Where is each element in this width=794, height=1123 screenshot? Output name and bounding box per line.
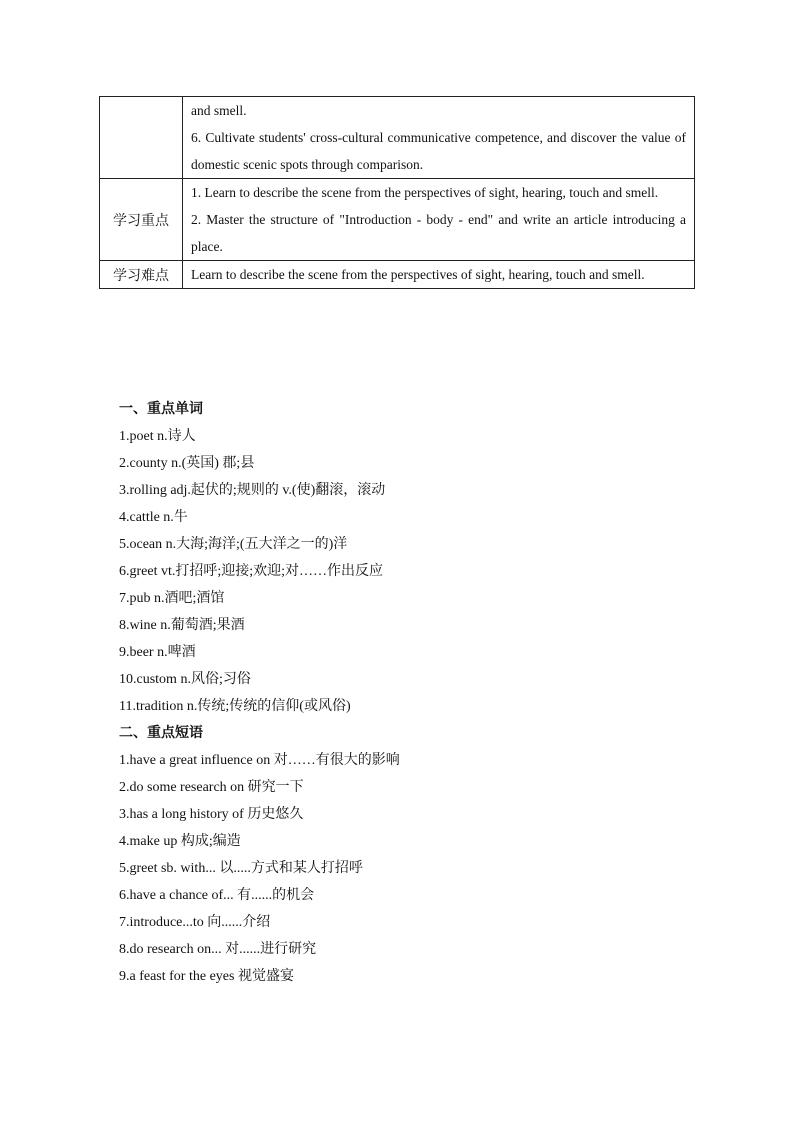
phrase-item: 4.make up 构成;编造 xyxy=(119,834,241,849)
vocab-item: 11.tradition n.传统;传统的信仰(或风俗) xyxy=(119,699,351,714)
vocab-item: 2.county n.(英国) 郡;县 xyxy=(119,456,255,471)
phrase-item: 9.a feast for the eyes 视觉盛宴 xyxy=(119,969,294,984)
vocab-item: 3.rolling adj.起伏的;规则的 v.(使)翻滚，滚动 xyxy=(119,483,386,498)
row-label xyxy=(100,97,183,179)
table-row xyxy=(100,261,695,289)
row-label-difficulties: 学习难点 xyxy=(100,261,183,289)
content-line: Learn to describe the scene from the perspectives of sight, hearing, touch and smell. xyxy=(191,267,645,282)
content-line: and smell. xyxy=(191,103,247,118)
vocabulary-section xyxy=(119,396,679,990)
content-line: 6. Cultivate students' cross-cultural communicative competence, and discover the value of domestic scenic spots through comparison. xyxy=(191,130,686,172)
phrase-item: 2.do some research on 研究一下 xyxy=(119,780,304,795)
row-label-key-points: 学习重点 xyxy=(100,179,183,261)
vocab-item: 8.wine n.葡萄酒;果酒 xyxy=(119,618,245,633)
vocab-item: 7.pub n.酒吧;酒馆 xyxy=(119,591,225,606)
table-row xyxy=(100,97,695,179)
vocab-heading: 一、重点单词 xyxy=(119,401,203,417)
phrases-heading: 二、重点短语 xyxy=(119,725,203,741)
phrase-item: 1.have a great influence on 对……有很大的影响 xyxy=(119,753,400,768)
phrase-item: 8.do research on... 对......进行研究 xyxy=(119,942,317,957)
row-content xyxy=(183,179,695,261)
phrase-item: 3.has a long history of 历史悠久 xyxy=(119,807,304,822)
vocab-item: 10.custom n.风俗;习俗 xyxy=(119,672,251,687)
phrase-item: 6.have a chance of... 有......的机会 xyxy=(119,888,315,903)
table-row xyxy=(100,179,695,261)
row-content xyxy=(183,261,695,289)
content-line: 2. Master the structure of "Introduction - body - end" and write an article introducing a place. xyxy=(191,212,686,254)
vocab-item: 9.beer n.啤酒 xyxy=(119,645,196,660)
vocab-item: 1.poet n.诗人 xyxy=(119,429,196,444)
vocab-item: 5.ocean n.大海;海洋;(五大洋之一的)洋 xyxy=(119,537,348,552)
vocab-item: 6.greet vt.打招呼;迎接;欢迎;对……作出反应 xyxy=(119,564,384,579)
row-content xyxy=(183,97,695,179)
phrase-item: 7.introduce...to 向......介绍 xyxy=(119,915,271,930)
vocab-item: 4.cattle n.牛 xyxy=(119,510,188,525)
content-line: 1. Learn to describe the scene from the perspectives of sight, hearing, touch and smell. xyxy=(191,185,659,200)
learning-goals-table xyxy=(99,96,695,289)
phrase-item: 5.greet sb. with... 以.....方式和某人打招呼 xyxy=(119,861,363,876)
